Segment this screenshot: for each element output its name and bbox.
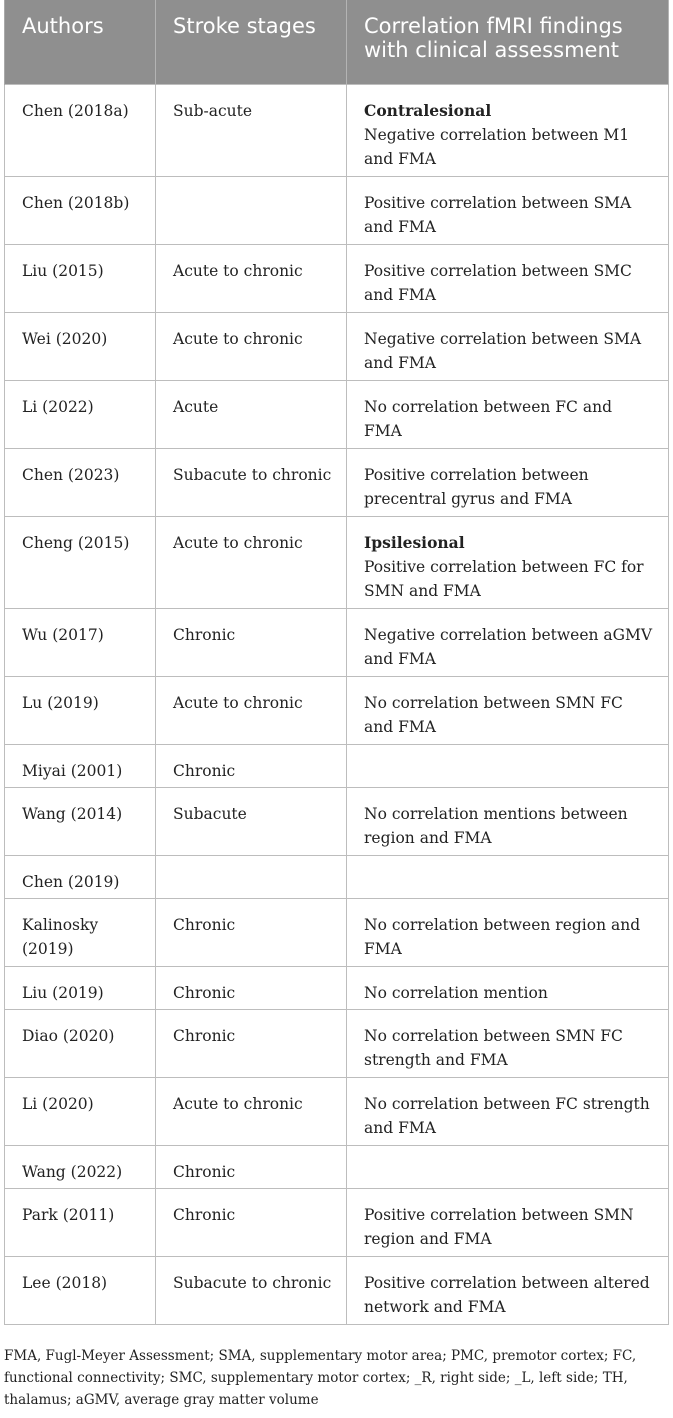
author-cell: Liu (2015): [5, 244, 156, 312]
stage-cell: Subacute to chronic: [156, 448, 347, 516]
finding-cell: [347, 1145, 669, 1188]
finding-cell: No correlation between SMN FC and FMA: [347, 676, 669, 744]
table-row: [5, 244, 669, 312]
section-label: Contralesional: [364, 100, 492, 120]
stage-cell: Chronic: [156, 1188, 347, 1256]
author-cell: Wang (2014): [5, 787, 156, 855]
finding-cell: [347, 516, 669, 608]
table-row: [5, 448, 669, 516]
table-row: [5, 744, 669, 787]
stage-cell: Acute to chronic: [156, 676, 347, 744]
stage-cell: [156, 855, 347, 898]
finding-cell: No correlation mention: [347, 966, 669, 1009]
table-row: [5, 1145, 669, 1188]
finding-cell: No correlation between region and FMA: [347, 898, 669, 966]
stage-cell: Chronic: [156, 898, 347, 966]
stage-cell: Acute to chronic: [156, 1077, 347, 1145]
finding-cell: Positive correlation between SMA and FMA: [347, 176, 669, 244]
author-cell: Chen (2019): [5, 855, 156, 898]
author-cell: Chen (2023): [5, 448, 156, 516]
finding-cell: Positive correlation between SMN region and FMA: [347, 1188, 669, 1256]
table-row: [5, 1256, 669, 1324]
finding-cell: [347, 84, 669, 176]
table-row: [5, 787, 669, 855]
stage-cell: Chronic: [156, 608, 347, 676]
finding-cell: No correlation between SMN FC strength and FMA: [347, 1009, 669, 1077]
table-row: [5, 898, 669, 966]
stage-cell: Acute to chronic: [156, 244, 347, 312]
finding-cell: No correlation mentions between region and FMA: [347, 787, 669, 855]
author-cell: Chen (2018a): [5, 84, 156, 176]
section-label: Ipsilesional: [364, 532, 465, 552]
finding-cell: Positive correlation between precentral gyrus and FMA: [347, 448, 669, 516]
finding-cell: [347, 855, 669, 898]
stage-cell: Subacute to chronic: [156, 1256, 347, 1324]
table-row: [5, 516, 669, 608]
table-row: [5, 1077, 669, 1145]
stage-cell: Chronic: [156, 1145, 347, 1188]
stage-cell: Acute to chronic: [156, 516, 347, 608]
finding-cell: Positive correlation between SMC and FMA: [347, 244, 669, 312]
stage-cell: Chronic: [156, 1009, 347, 1077]
finding-cell: No correlation between FC strength and FMA: [347, 1077, 669, 1145]
author-cell: Wei (2020): [5, 312, 156, 380]
table-row: [5, 1188, 669, 1256]
table-row: [5, 380, 669, 448]
author-cell: Lu (2019): [5, 676, 156, 744]
finding-cell: [347, 744, 669, 787]
author-cell: Wang (2022): [5, 1145, 156, 1188]
author-cell: Wu (2017): [5, 608, 156, 676]
finding-text: Positive correlation between FC for SMN and FMA: [364, 557, 644, 600]
author-cell: Lee (2018): [5, 1256, 156, 1324]
finding-cell: Negative correlation between SMA and FMA: [347, 312, 669, 380]
results-table: [4, 0, 669, 1325]
table-footnote: FMA, Fugl-Meyer Assessment; SMA, supplementary motor area; PMC, premotor cortex; FC, functional connectivity; SMC, supplementary motor cortex; _R, right side; _L, left side; TH, thalamus; aGMV, average gray matter volume: [4, 1348, 637, 1408]
author-cell: Cheng (2015): [5, 516, 156, 608]
author-cell: Park (2011): [5, 1188, 156, 1256]
header-stroke-stages: Stroke stages: [156, 0, 347, 84]
stage-cell: Acute: [156, 380, 347, 448]
author-cell: Chen (2018b): [5, 176, 156, 244]
finding-cell: No correlation between FC and FMA: [347, 380, 669, 448]
author-cell: Li (2020): [5, 1077, 156, 1145]
author-cell: Li (2022): [5, 380, 156, 448]
table-row: [5, 312, 669, 380]
author-cell: Diao (2020): [5, 1009, 156, 1077]
table-row: [5, 608, 669, 676]
author-cell: Liu (2019): [5, 966, 156, 1009]
stage-cell: Chronic: [156, 966, 347, 1009]
table-row: [5, 176, 669, 244]
finding-text: Negative correlation between M1 and FMA: [364, 125, 630, 168]
finding-cell: Positive correlation between altered network and FMA: [347, 1256, 669, 1324]
table-row: [5, 966, 669, 1009]
stage-cell: Acute to chronic: [156, 312, 347, 380]
finding-cell: Negative correlation between aGMV and FMA: [347, 608, 669, 676]
stage-cell: [156, 176, 347, 244]
table-row: [5, 676, 669, 744]
table-row: [5, 1009, 669, 1077]
table-header: [5, 0, 669, 84]
header-correlation: Correlation fMRI findings with clinical assessment: [347, 0, 669, 84]
author-cell: Kalinosky (2019): [5, 898, 156, 966]
stage-cell: Sub-acute: [156, 84, 347, 176]
author-cell: Miyai (2001): [5, 744, 156, 787]
stage-cell: Chronic: [156, 744, 347, 787]
table-row: [5, 855, 669, 898]
stage-cell: Subacute: [156, 787, 347, 855]
header-authors: Authors: [5, 0, 156, 84]
table-row: [5, 84, 669, 176]
